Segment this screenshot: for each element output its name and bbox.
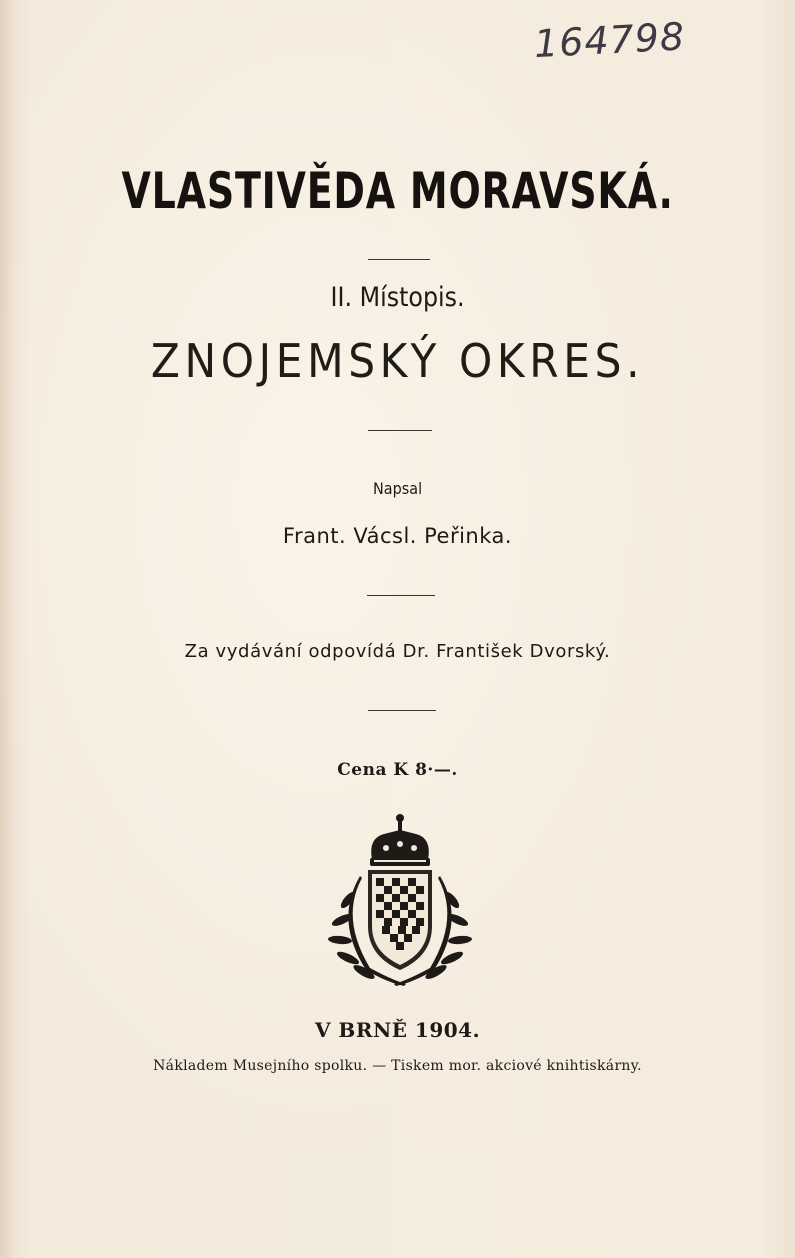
book-title: VLASTIVĚDA MORAVSKÁ.: [121, 162, 674, 220]
book-subtitle: II. Místopis.: [330, 282, 465, 313]
divider-rule-4: [368, 710, 436, 711]
publisher-imprint: Nákladem Musejního spolku. — Tiskem mor. akciové knihtiskárny.: [153, 1058, 642, 1074]
divider-rule-2: [368, 430, 432, 431]
place-and-year: V BRNĚ 1904.: [314, 1018, 481, 1042]
editor-line: Za vydávání odpovídá Dr. František Dvorský.: [184, 641, 611, 662]
price-line: Cena K 8·—.: [337, 760, 458, 780]
coat-of-arms-icon: [310, 808, 490, 988]
author-label: Napsal: [373, 479, 423, 498]
district-title: ZNOJEMSKÝ OKRES.: [150, 334, 645, 388]
handwritten-catalog-number: 164798: [532, 14, 687, 67]
author-name: Frant. Vácsl. Peřinka.: [282, 524, 513, 548]
divider-rule-3: [367, 595, 435, 596]
divider-rule-1: [368, 259, 430, 260]
